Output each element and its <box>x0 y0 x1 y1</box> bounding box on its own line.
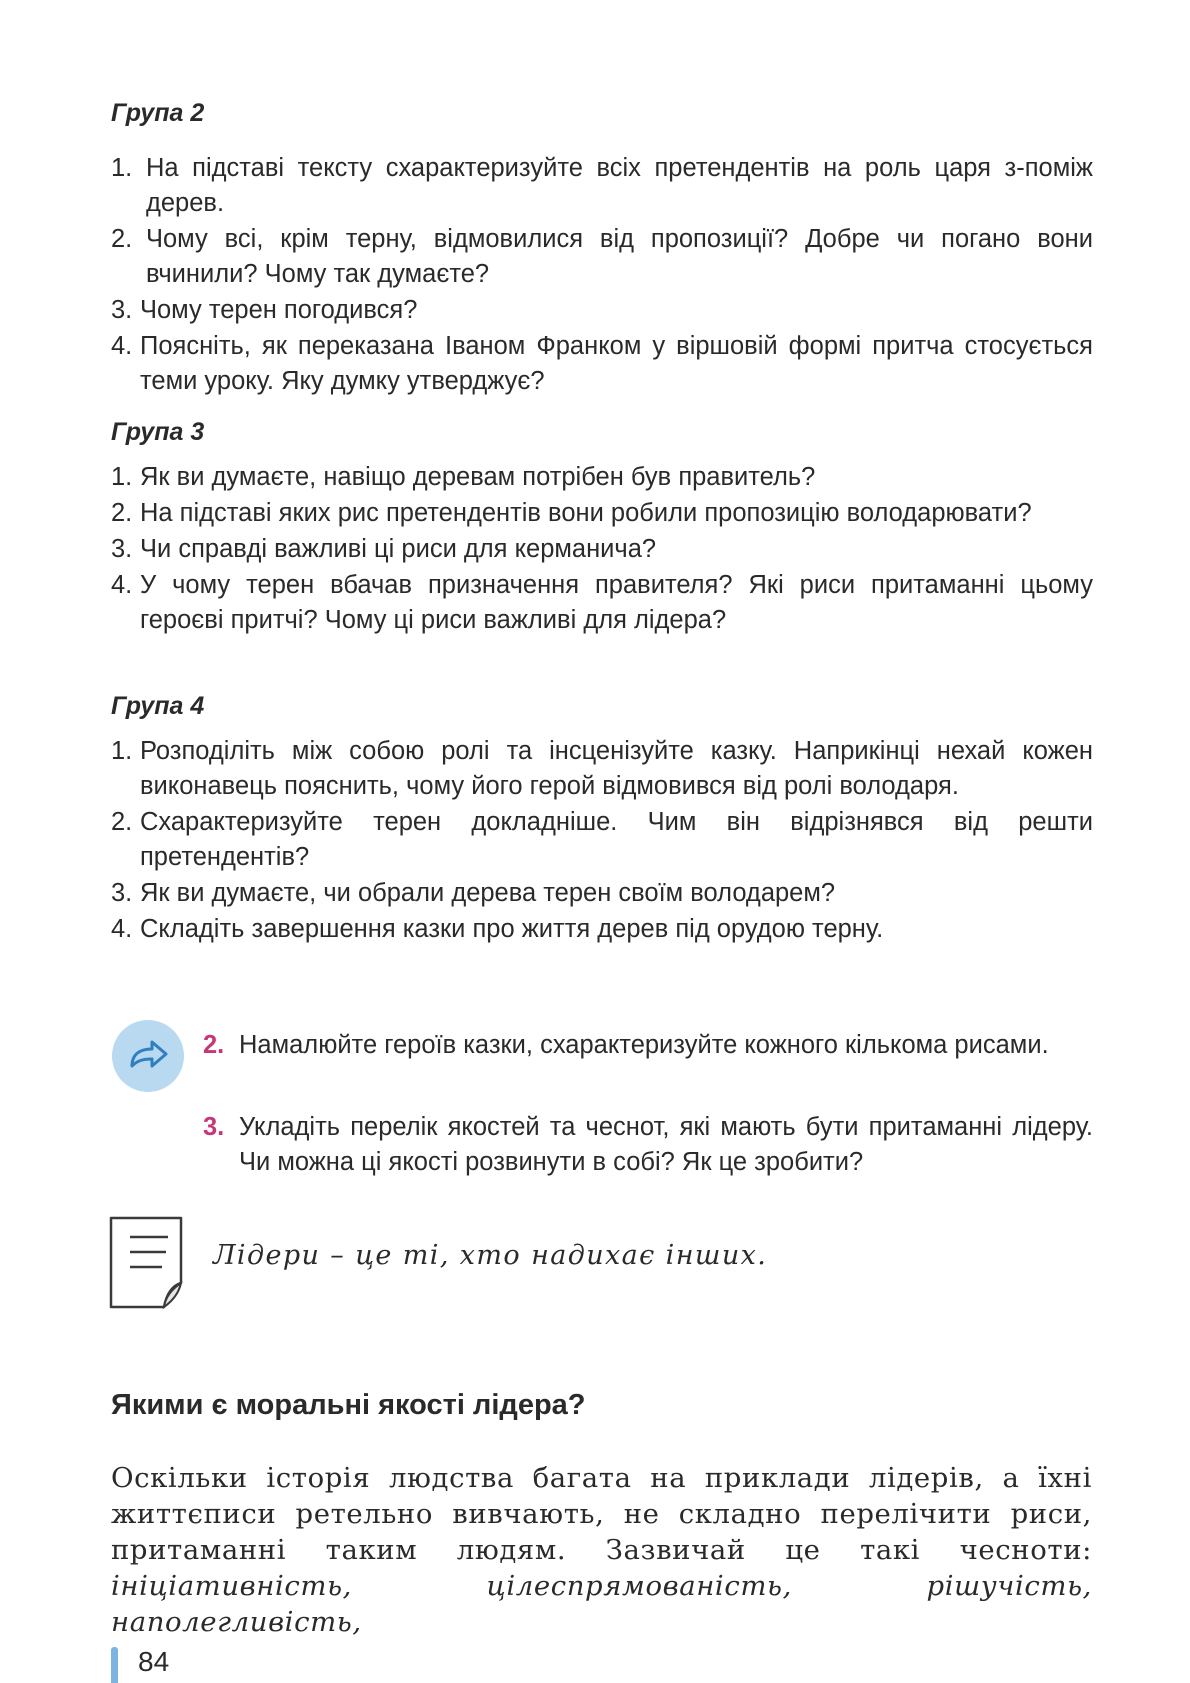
homework-task: 3. Укладіть перелік якостей та чеснот, які мають бути притаманні лідеру. Чи можна ці якості розвинути в собі? Як це зробити? <box>203 1113 1093 1176</box>
note-paper-icon <box>108 1215 188 1318</box>
section-title: Якими є моральні якості лідера? <box>111 1389 586 1421</box>
question-item: 2. Схарактеризуйте терен докладніше. Чим він відрізнявся від решти претендентів? <box>111 808 1093 871</box>
group-2-questions <box>111 151 1093 400</box>
group-3-title: Група 3 <box>111 418 205 446</box>
group-2-title: Група 2 <box>111 99 205 127</box>
question-item: 1. Як ви думаєте, навіщо деревам потрібен був правитель? <box>111 463 816 491</box>
question-item: 1. Розподіліть між собою ролі та інсценізуйте казку. Наприкінці нехай кожен виконавець пояснить, чому його герой відмовився від ролі володаря. <box>111 737 1093 800</box>
question-item: 4. Складіть завершення казки про життя дерев під орудою терну. <box>111 915 884 943</box>
question-item: 2. Чому всі, крім терну, відмовилися від пропозиції? Добре чи погано вони вчинили? Чому так думаєте? <box>111 225 1093 288</box>
question-item: 3. Як ви думаєте, чи обрали дерева терен своїм володарем? <box>111 879 836 907</box>
homework-task: 2. Намалюйте героїв казки, схарактеризуйте кожного кількома рисами. <box>203 1031 1049 1059</box>
question-item: 4. У чому терен вбачав призначення правителя? Які риси притаманні цьому героєві притчі? Чому ці риси важливі для лідера? <box>111 571 1093 634</box>
forward-arrow-icon <box>112 1020 184 1092</box>
quote-text: Лідери – це ті, хто надихає інших. <box>213 1240 768 1271</box>
page-number: 84 <box>138 1646 170 1677</box>
group-4-questions <box>111 734 1093 948</box>
body-paragraph: Оскільки історія людства багата на приклади лідерів, а їхні життєписи ретельно вивчають, не складно перелічити риси, притаманні таким людям. Зазвичай це такі чесноти: ініціативність, цілеспрямованість, рішучість, наполегливість, <box>111 1462 1092 1638</box>
question-item: 2. На підставі яких рис претендентів вони робили пропозицію володарювати? <box>111 499 1032 527</box>
group-3-questions <box>111 460 1093 639</box>
question-item: 3. Чи справді важливі ці риси для керманича? <box>111 535 657 563</box>
page-marker <box>111 1647 118 1683</box>
group-4-title: Група 4 <box>111 692 205 720</box>
question-item: 4. Поясніть, як переказана Іваном Франком у віршовій формі притча стосується теми уроку. Яку думку утверджує? <box>111 332 1093 395</box>
question-item: 1. На підставі тексту схарактеризуйте всіх претендентів на роль царя з-поміж дерев. <box>111 154 1093 217</box>
question-item: 3. Чому терен погодився? <box>111 296 418 324</box>
